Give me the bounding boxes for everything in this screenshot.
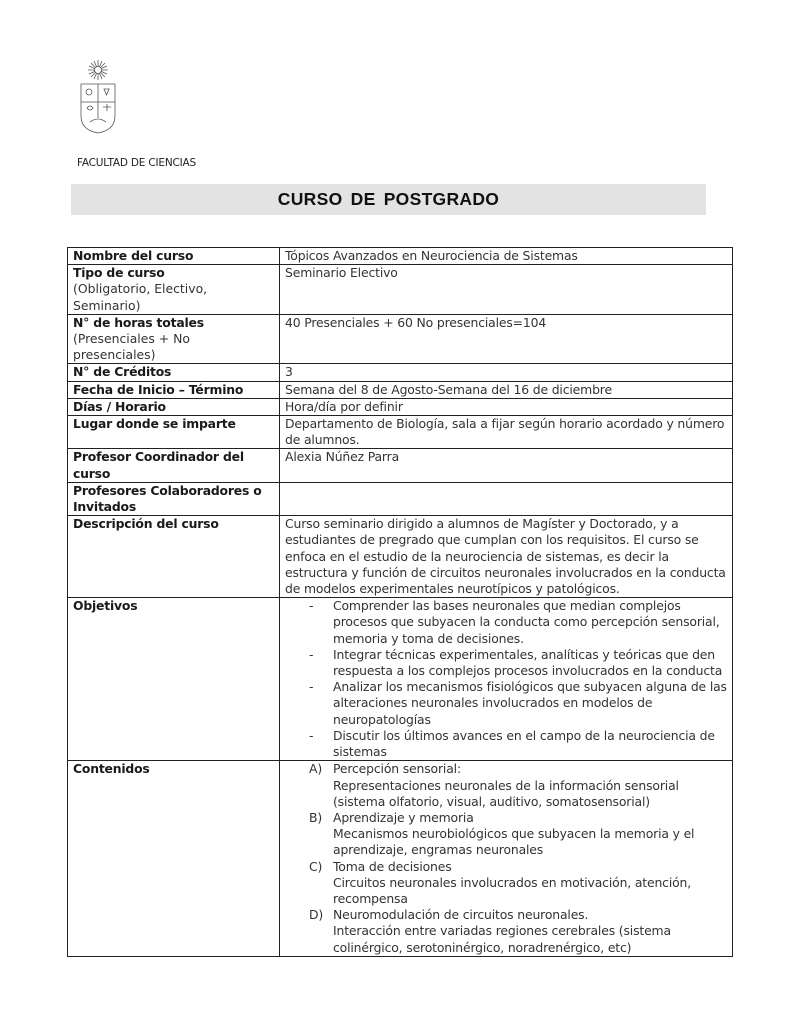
row-label-cell bbox=[68, 516, 280, 598]
list-item: - Discutir los últimos avances en el campo de la neurociencia de sistemas bbox=[309, 728, 728, 760]
contenidos-label: Contenidos bbox=[73, 761, 150, 777]
list-item bbox=[309, 761, 728, 810]
table-row bbox=[68, 265, 733, 315]
contenidos-list bbox=[285, 761, 728, 955]
row-label: N° de Créditos bbox=[73, 364, 172, 380]
table-row bbox=[68, 364, 733, 381]
list-item bbox=[309, 859, 728, 908]
row-label: Nombre del curso bbox=[73, 248, 194, 263]
list-item bbox=[309, 810, 728, 859]
list-marker: A) bbox=[309, 761, 323, 777]
list-item-title: Percepción sensorial: bbox=[333, 761, 461, 777]
list-item-title: Toma de decisiones bbox=[333, 858, 452, 874]
row-label-cell bbox=[68, 598, 280, 761]
list-item-desc: Circuitos neuronales involucrados en motivación, atención, recompensa bbox=[333, 874, 692, 906]
page-title: CURSO DE POSTGRADO bbox=[277, 189, 500, 209]
table-row bbox=[68, 761, 733, 956]
title-banner bbox=[71, 184, 706, 215]
list-item-desc: Interacción entre variadas regiones cerebrales (sistema colinérgico, serotoninérgico, noradrenérgico, etc) bbox=[333, 923, 671, 955]
row-label: Descripción del curso bbox=[73, 516, 219, 532]
row-label-cell bbox=[68, 248, 280, 265]
row-label-cell bbox=[68, 416, 280, 449]
row-label-cell bbox=[68, 314, 280, 364]
objetivos-cell bbox=[280, 598, 733, 761]
row-label-cell bbox=[68, 449, 280, 482]
row-label: Fecha de Inicio – Término bbox=[73, 381, 244, 397]
list-item: - Integrar técnicas experimentales, analíticas y teóricas que den respuesta a los complejos procesos involucrados en la conducta bbox=[309, 647, 728, 679]
list-item-desc: Mecanismos neurobiológicos que subyacen la memoria y el aprendizaje, engramas neuronales bbox=[333, 826, 695, 858]
contenidos-cell bbox=[280, 761, 733, 956]
row-value: Hora/día por definir bbox=[280, 398, 733, 415]
university-seal-logo bbox=[76, 58, 120, 134]
list-marker: C) bbox=[309, 858, 323, 874]
row-value: Alexia Núñez Parra bbox=[280, 449, 733, 482]
row-label: Días / Horario bbox=[73, 398, 166, 414]
list-item-title: Aprendizaje y memoria bbox=[333, 809, 474, 825]
row-label-cell bbox=[68, 398, 280, 415]
list-item: - Analizar los mecanismos fisiológicos que subyacen alguna de las alteraciones neuronales involucrados en modelos de neuropatologías bbox=[309, 679, 728, 728]
row-label-cell bbox=[68, 381, 280, 398]
row-label: Tipo de curso bbox=[73, 265, 165, 281]
table-row bbox=[68, 314, 733, 364]
row-value bbox=[280, 482, 733, 515]
list-item-title: Neuromodulación de circuitos neuronales. bbox=[333, 907, 589, 923]
row-label-cell bbox=[68, 482, 280, 515]
objetivos-label: Objetivos bbox=[73, 598, 138, 614]
table-row bbox=[68, 398, 733, 415]
table-row bbox=[68, 381, 733, 398]
table-row bbox=[68, 449, 733, 482]
row-label-cell bbox=[68, 265, 280, 315]
list-marker: D) bbox=[309, 907, 324, 923]
table-row bbox=[68, 598, 733, 761]
list-item bbox=[309, 907, 728, 956]
row-value: Departamento de Biología, sala a fijar según horario acordado y número de alumnos. bbox=[280, 416, 733, 449]
list-marker: B) bbox=[309, 809, 323, 825]
objetivos-list bbox=[285, 598, 728, 760]
table-row bbox=[68, 248, 733, 265]
row-value: Semana del 8 de Agosto-Semana del 16 de diciembre bbox=[280, 381, 733, 398]
row-label: Profesores Colaboradores o Invitados bbox=[73, 482, 262, 515]
row-value: 3 bbox=[280, 364, 733, 381]
faculty-name: FACULTAD DE CIENCIAS bbox=[77, 157, 196, 169]
course-info-table bbox=[67, 247, 733, 957]
row-value: Curso seminario dirigido a alumnos de Magíster y Doctorado, y a estudiantes de pregrado que cumplan con los requisitos. El curso se enfoca en el estudio de la neurociencia de sistemas, es decir la estructura y función de circuitos neuronales involucrados en la conducta de modelos experimentales neurotípicos y patológicos. bbox=[280, 516, 733, 598]
list-item-desc: Representaciones neuronales de la información sensorial (sistema olfatorio, visual, auditivo, somatosensorial) bbox=[333, 777, 679, 809]
row-value: Tópicos Avanzados en Neurociencia de Sistemas bbox=[280, 248, 733, 265]
row-value: Seminario Electivo bbox=[280, 265, 733, 315]
row-sublabel: (Presenciales + No presenciales) bbox=[73, 331, 190, 363]
row-label: N° de horas totales bbox=[73, 314, 204, 330]
row-label: Lugar donde se imparte bbox=[73, 416, 236, 432]
row-label-cell bbox=[68, 761, 280, 956]
row-sublabel: (Obligatorio, Electivo, Seminario) bbox=[73, 281, 208, 313]
row-value: 40 Presenciales + 60 No presenciales=104 bbox=[280, 314, 733, 364]
row-label-cell bbox=[68, 364, 280, 381]
table-row bbox=[68, 416, 733, 449]
table-row bbox=[68, 482, 733, 515]
table-row bbox=[68, 516, 733, 598]
row-label: Profesor Coordinador del curso bbox=[73, 449, 244, 481]
list-item: - Comprender las bases neuronales que median complejos procesos que subyacen la conducta como percepción sensorial, memoria y toma de decisiones. bbox=[309, 598, 728, 647]
